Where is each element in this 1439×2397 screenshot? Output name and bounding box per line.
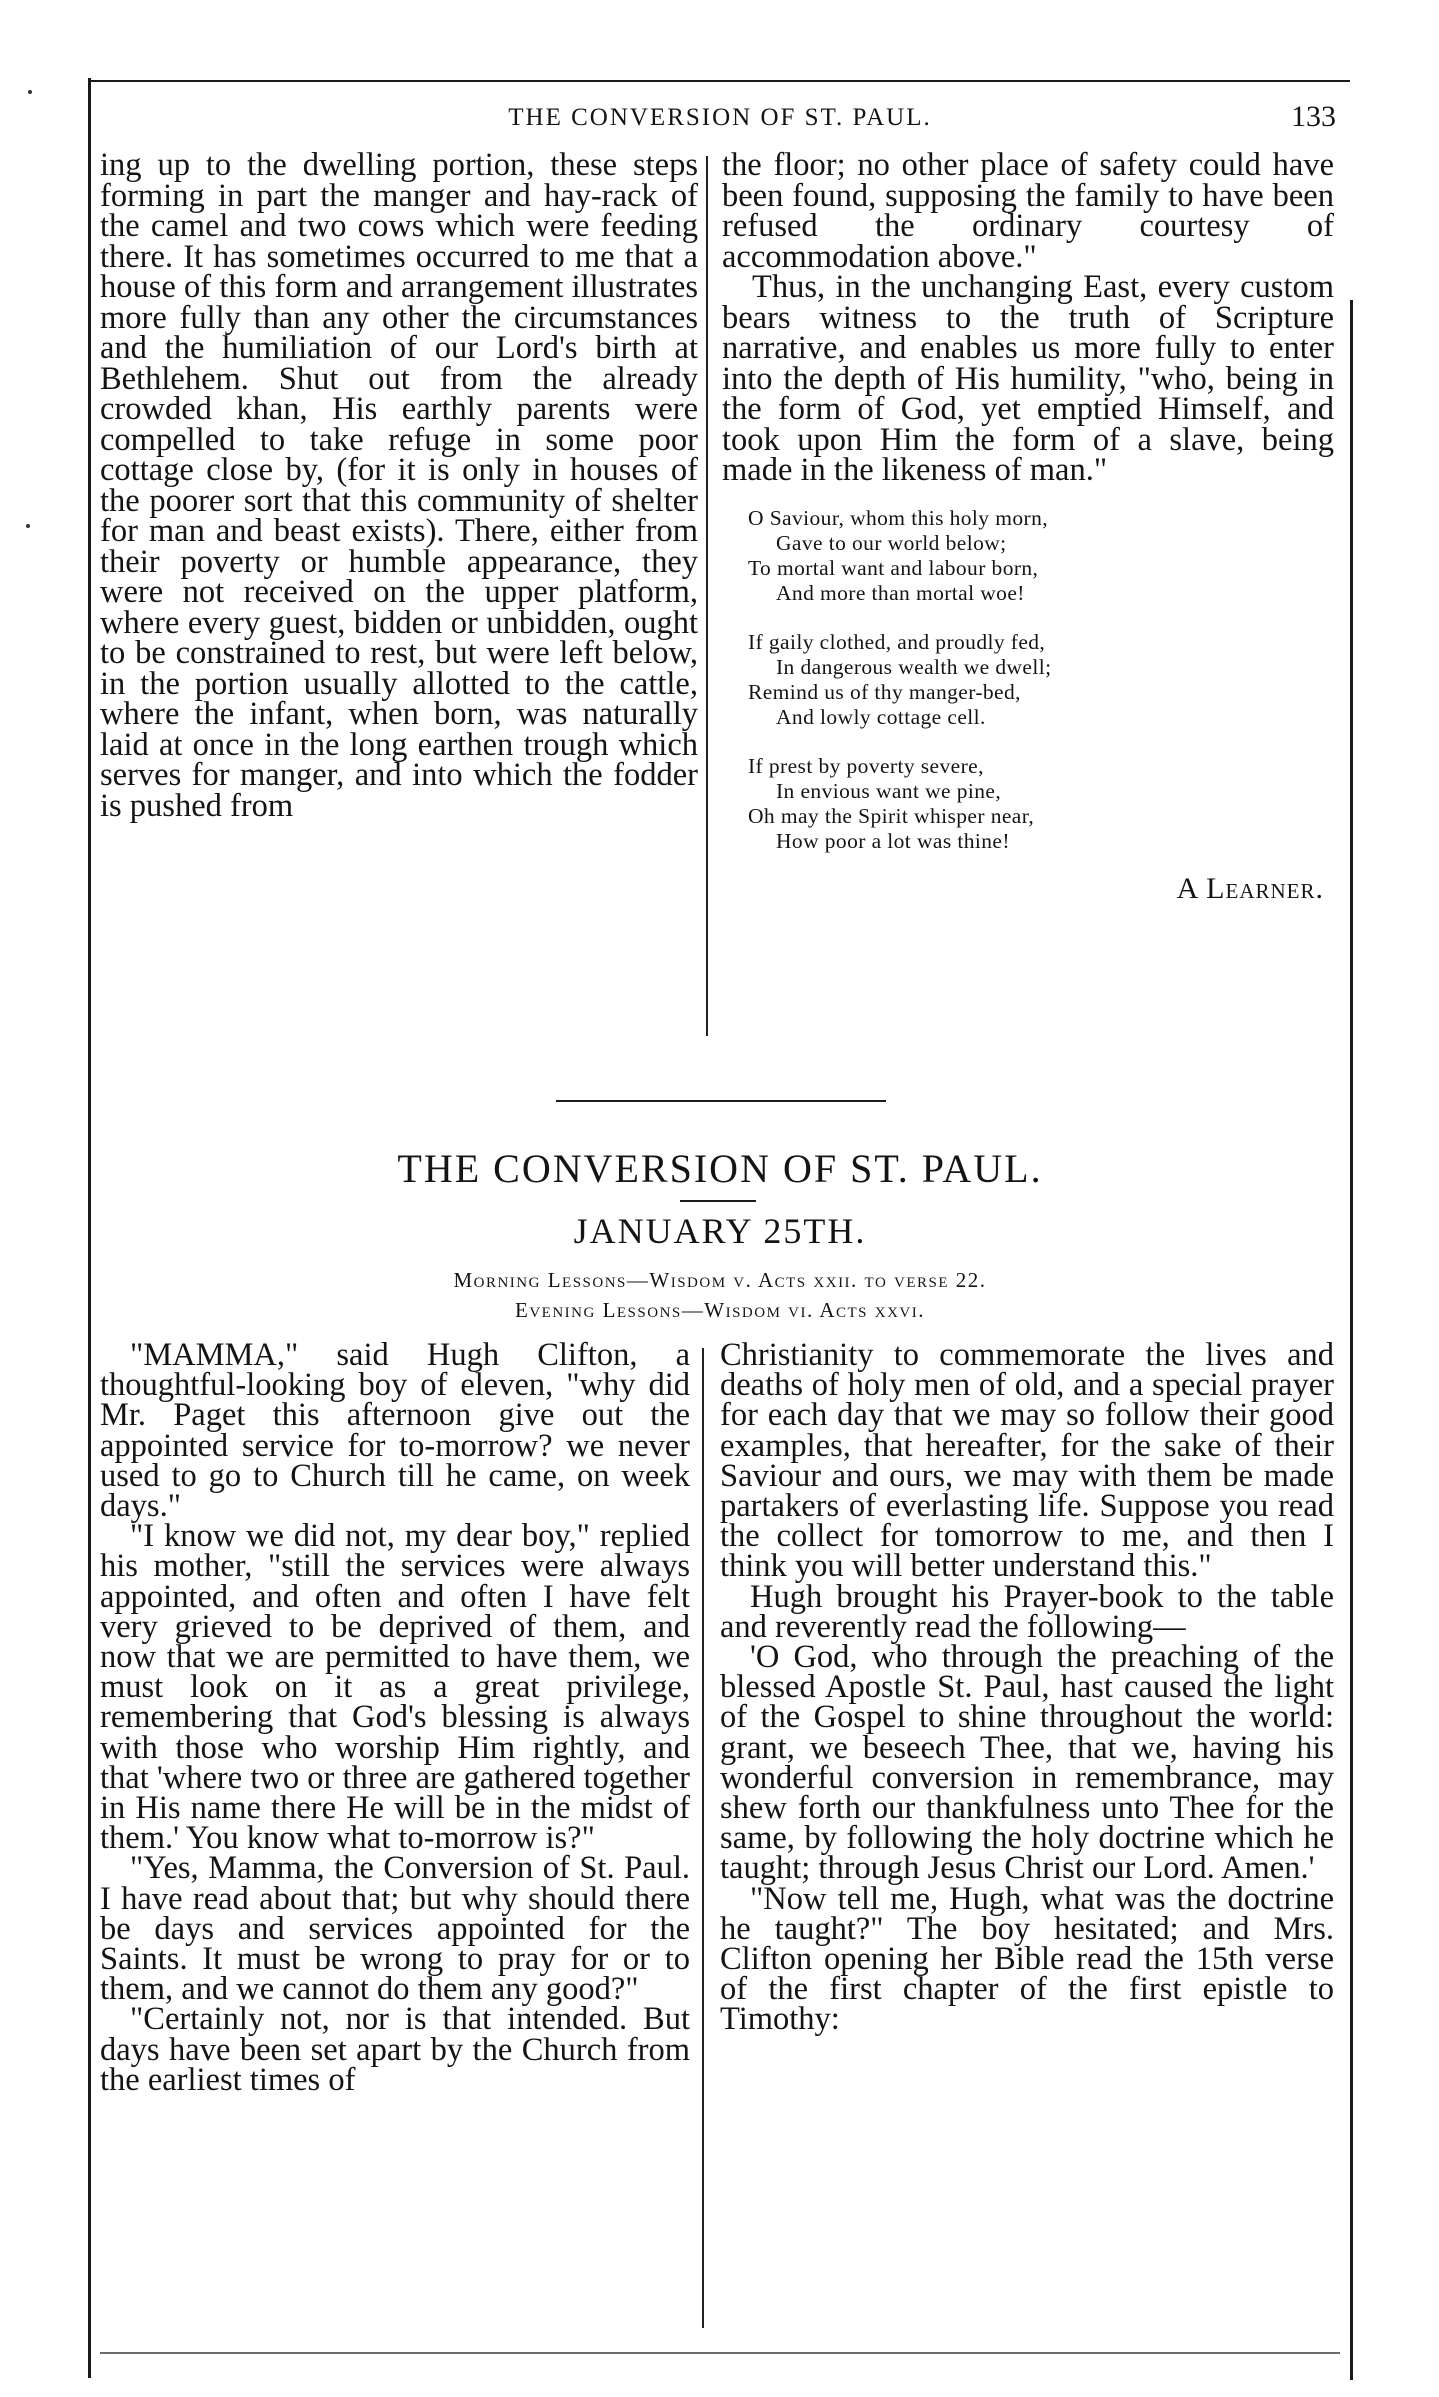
section-rule xyxy=(556,1100,886,1102)
poem-line: Gave to our world below; xyxy=(776,530,1007,555)
paragraph: 'O God, who through the preaching of the blessed Apostle St. Paul, hast caused the light of the Gospel to shine throughout the world: grant, we beseech Thee, that we, having his wonderful conversion in remembrance, may shew forth our thankfulness unto Thee for the same, by following the holy doctrine which he taught; through Jesus Christ our Lord. Amen.' xyxy=(720,1639,1334,1887)
poem-line: If gaily clothed, and proudly fed, xyxy=(748,629,1046,654)
page-frame-top xyxy=(88,80,1350,82)
poem-line: Remind us of thy manger-bed, xyxy=(748,679,1021,704)
signature: A Learner. xyxy=(1176,871,1324,905)
column-divider xyxy=(702,1348,704,2328)
poem-line: And lowly cottage cell. xyxy=(776,704,986,729)
article-title: THE CONVERSION OF ST. PAUL. xyxy=(397,1146,1043,1191)
page-frame-left xyxy=(88,78,91,2378)
paragraph: ing up to the dwelling portion, these steps forming in part the manger and hay-rack of the camel and two cows which were feeding there. It has sometimes occurred to me that a house of this form and arrangement illustrates more fully than any other the circumstances and the humiliation of our Lord's birth at Bethlehem. Shut out from the already crowded khan, His earthly parents were compelled to take refuge in some poor cottage close by, (for it is only in houses of the poorer sort that this community of shelter for man and beast exists). There, either from their poverty or humble appearance, they were not received on the upper platform, where every guest, bidden or unbidden, ought to be constrained to rest, but were left below, in the portion usually allotted to the cattle, where the infant, when born, was naturally laid at once in the long earthen trough which serves for manger, and into which the fodder is pushed from xyxy=(100,147,698,824)
paragraph: Hugh brought his Prayer-book to the table and reverently read the following— xyxy=(720,1578,1334,1645)
poem-line: How poor a lot was thine! xyxy=(776,828,1010,853)
running-head-title: THE CONVERSION OF ST. PAUL. xyxy=(508,104,932,131)
paragraph: "Now tell me, Hugh, what was the doctrine he taught?" The boy hesitated; and Mrs. Clifton opening her Bible read the 15th verse of the first chapter of the first epistle to Timothy: xyxy=(720,1880,1334,2038)
poem-stanza xyxy=(748,630,1334,730)
column-divider xyxy=(706,156,708,1036)
page-frame-bottom xyxy=(100,2352,1340,2354)
paragraph: "I know we did not, my dear boy," replied his mother, "still the services were always appointed, and often and often I have felt very grieved to be deprived of them, and now that we are permitted to have them, we must look on it as a great privilege, remembering that God's blessing is always with those who worship Him rightly, and that 'where two or three are gathered together in His name there He will be in the midst of them.' You know what to-morrow is?" xyxy=(100,1518,690,1857)
paragraph: the floor; no other place of safety could have been found, supposing the family to have been refused the ordinary courtesy of accommodation above." xyxy=(722,147,1334,275)
top-right-column xyxy=(722,147,1334,905)
poem-line: In dangerous wealth we dwell; xyxy=(776,654,1052,679)
poem-line: Oh may the Spirit whisper near, xyxy=(748,803,1035,828)
running-head xyxy=(100,100,1340,140)
poem-line: If prest by poverty severe, xyxy=(748,753,984,778)
scan-speck xyxy=(28,90,32,94)
paragraph: Thus, in the unchanging East, every custom bears witness to the truth of Scripture narrative, and enables us more fully to enter into the depth of His humility, "who, being in the form of God, yet emptied Himself, and took upon Him the form of a slave, being made in the likeness of man." xyxy=(722,269,1334,488)
paragraph: "MAMMA," said Hugh Clifton, a thoughtful-looking boy of eleven, "why did Mr. Paget this afternoon give out the appointed service for to-morrow? we never used to go to Church till he came, on week days." xyxy=(100,1337,690,1525)
page-number: 133 xyxy=(1291,100,1336,133)
poem-line: And more than mortal woe! xyxy=(776,580,1025,605)
title-rule xyxy=(680,1200,756,1202)
scan-speck xyxy=(26,524,30,528)
paragraph: "Yes, Mamma, the Conversion of St. Paul. I have read about that; but why should there be days and services appointed for the Saints. It must be wrong to pray for or to them, and we cannot do them any good?" xyxy=(100,1850,690,2008)
paragraph: Christianity to commemorate the lives and deaths of holy men of old, and a special prayer for each day that we may so follow their good examples, that hereafter, for the sake of their Saviour and ours, we may with them be made partakers of everlasting life. Suppose you read the collect for tomorrow to me, and then I think you will better understand this." xyxy=(720,1337,1334,1585)
evening-lessons: Evening Lessons—Wisdom vi. Acts xxvi. xyxy=(515,1298,925,1322)
bottom-left-column xyxy=(100,1337,690,2098)
page-frame-right xyxy=(1350,300,1353,2380)
poem-stanza xyxy=(748,754,1334,854)
poem xyxy=(748,506,1334,854)
article-date: JANUARY 25TH. xyxy=(573,1211,867,1251)
bottom-right-column xyxy=(720,1337,1334,2038)
paragraph: "Certainly not, nor is that intended. But days have been set apart by the Church from the earliest times of xyxy=(100,2001,690,2098)
poem-line: In envious want we pine, xyxy=(776,778,1002,803)
poem-stanza xyxy=(748,506,1334,606)
poem-line: To mortal want and labour born, xyxy=(748,555,1039,580)
top-left-column xyxy=(100,147,698,824)
poem-line: O Saviour, whom this holy morn, xyxy=(748,505,1048,530)
morning-lessons: Morning Lessons—Wisdom v. Acts xxii. to verse 22. xyxy=(453,1268,987,1292)
